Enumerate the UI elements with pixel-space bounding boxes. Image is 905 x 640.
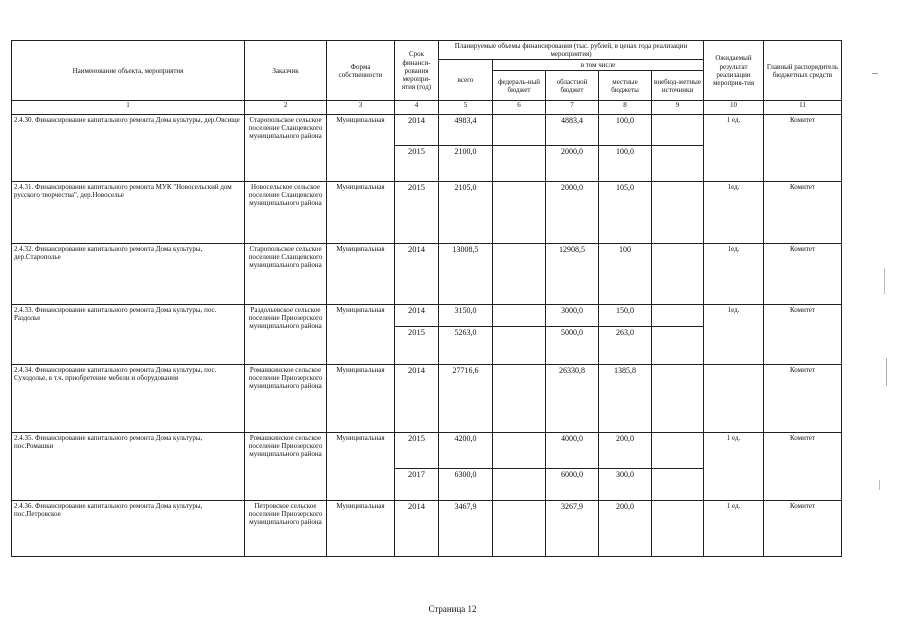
result-cell: 1 ед. <box>704 501 764 557</box>
object-name-cell: 2.4.36. Финансирование капитального ремонта Дома культуры, пос.Петровское <box>12 501 245 557</box>
table-row <box>12 305 842 327</box>
year-cell: 2015 <box>395 182 439 244</box>
table-header <box>12 41 842 115</box>
total-cell: 3467,9 <box>439 501 493 557</box>
extra-cell <box>652 115 704 146</box>
total-cell: 2100,0 <box>439 146 493 182</box>
local-cell: 105,0 <box>599 182 652 244</box>
federal-cell <box>493 433 546 469</box>
extra-cell <box>652 146 704 182</box>
federal-cell <box>493 305 546 327</box>
header-customer: Заказчик <box>245 41 327 101</box>
regional-cell: 2000,0 <box>546 146 599 182</box>
result-cell: 1 ед. <box>704 115 764 182</box>
object-name-cell: 2.4.35. Финансирование капитального ремонта Дома культуры, пос.Ромашки <box>12 433 245 501</box>
federal-cell <box>493 146 546 182</box>
header-local: местные бюджеты <box>599 71 652 101</box>
column-number: 2 <box>245 101 327 115</box>
column-number: 9 <box>652 101 704 115</box>
extra-cell <box>652 244 704 305</box>
total-cell: 27716,6 <box>439 365 493 433</box>
federal-cell <box>493 244 546 305</box>
customer-cell: Ромашкинское сельское поселение Приозерского муниципального района <box>245 433 327 501</box>
total-cell: 2105,0 <box>439 182 493 244</box>
federal-cell <box>493 501 546 557</box>
result-cell: 1ед. <box>704 182 764 244</box>
object-name-cell: 2.4.30. Финансирование капитального ремонта Дома культуры, дер.Овсище <box>12 115 245 182</box>
regional-cell: 3000,0 <box>546 305 599 327</box>
year-cell: 2014 <box>395 244 439 305</box>
table-row <box>12 244 842 305</box>
manager-cell: Комитет <box>764 182 842 244</box>
table-row <box>12 501 842 557</box>
ownership-cell: Муниципальная <box>327 365 395 433</box>
customer-cell: Раздольевское сельское поселение Приозерского муниципального района <box>245 305 327 365</box>
year-cell: 2014 <box>395 115 439 146</box>
column-number: 8 <box>599 101 652 115</box>
year-cell: 2014 <box>395 305 439 327</box>
total-cell: 4983,4 <box>439 115 493 146</box>
extra-cell <box>652 433 704 469</box>
local-cell: 263,0 <box>599 327 652 365</box>
header-federal: федераль-ный бюджет <box>493 71 546 101</box>
column-number: 10 <box>704 101 764 115</box>
manager-cell: Комитет <box>764 115 842 182</box>
regional-cell: 4883,4 <box>546 115 599 146</box>
object-name-cell: 2.4.34. Финансирование капитального ремонта Дома культуры, пос. Суходолье, в т.ч. приобретение мебели и оборудования <box>12 365 245 433</box>
page-number: Страница 12 <box>428 604 477 614</box>
extra-cell <box>652 469 704 501</box>
ownership-cell: Муниципальная <box>327 115 395 182</box>
header-planned: Планируемые объемы финансирования (тыс. рублей, в ценах года реализации мероприятия) <box>439 41 704 60</box>
regional-cell: 12908,5 <box>546 244 599 305</box>
header-including: в том числе <box>493 60 704 71</box>
total-cell: 13008,5 <box>439 244 493 305</box>
regional-cell: 3267,9 <box>546 501 599 557</box>
total-cell: 6300,0 <box>439 469 493 501</box>
federal-cell <box>493 365 546 433</box>
header-term: Срок финанси-рования меропри-ятия (год) <box>395 41 439 101</box>
result-cell: 1ед. <box>704 244 764 305</box>
header-regional: областной бюджет <box>546 71 599 101</box>
header-extra: внебюд-жетные источники <box>652 71 704 101</box>
local-cell: 200,0 <box>599 501 652 557</box>
header-manager: Главный распорядитель бюджетных средств <box>764 41 842 101</box>
federal-cell <box>493 115 546 146</box>
year-cell: 2014 <box>395 501 439 557</box>
total-cell: 3150,0 <box>439 305 493 327</box>
local-cell: 1385,8 <box>599 365 652 433</box>
manager-cell: Комитет <box>764 244 842 305</box>
ownership-cell: Муниципальная <box>327 433 395 501</box>
customer-cell: Ромашкинское сельское поселение Приозерского муниципального района <box>245 365 327 433</box>
scan-speck <box>872 73 878 74</box>
document-sheet <box>11 40 841 557</box>
ownership-cell: Муниципальная <box>327 244 395 305</box>
table-row <box>12 433 842 469</box>
table-body <box>12 115 842 557</box>
financing-table <box>11 40 842 557</box>
result-cell: 1ед. <box>704 305 764 365</box>
column-number: 3 <box>327 101 395 115</box>
column-number: 6 <box>493 101 546 115</box>
regional-cell: 5000,0 <box>546 327 599 365</box>
extra-cell <box>652 305 704 327</box>
year-cell: 2015 <box>395 433 439 469</box>
object-name-cell: 2.4.33. Финансирование капитального ремонта Дома культуры, пос. Раздолье <box>12 305 245 365</box>
total-cell: 5263,0 <box>439 327 493 365</box>
year-cell: 2015 <box>395 146 439 182</box>
scan-speck <box>884 268 885 294</box>
scan-speck <box>886 358 887 386</box>
local-cell: 150,0 <box>599 305 652 327</box>
local-cell: 200,0 <box>599 433 652 469</box>
year-cell: 2014 <box>395 365 439 433</box>
manager-cell: Комитет <box>764 433 842 501</box>
ownership-cell: Муниципальная <box>327 501 395 557</box>
local-cell: 300,0 <box>599 469 652 501</box>
federal-cell <box>493 327 546 365</box>
local-cell: 100,0 <box>599 115 652 146</box>
extra-cell <box>652 327 704 365</box>
regional-cell: 4000,0 <box>546 433 599 469</box>
ownership-cell: Муниципальная <box>327 182 395 244</box>
extra-cell <box>652 501 704 557</box>
header-ownership: Форма собственности <box>327 41 395 101</box>
column-number: 11 <box>764 101 842 115</box>
federal-cell <box>493 182 546 244</box>
header-name: Наименование объекта, мероприятия <box>12 41 245 101</box>
ownership-cell: Муниципальная <box>327 305 395 365</box>
regional-cell: 6000,0 <box>546 469 599 501</box>
column-number: 4 <box>395 101 439 115</box>
year-cell: 2017 <box>395 469 439 501</box>
scan-speck <box>879 480 880 490</box>
local-cell: 100,0 <box>599 146 652 182</box>
customer-cell: Новосельское сельское поселение Сланцевского муниципального района <box>245 182 327 244</box>
object-name-cell: 2.4.31. Финансирование капитального ремонта МУК "Новосельский дом русского творчества", дер.Новоселье <box>12 182 245 244</box>
column-number-row <box>12 101 842 115</box>
customer-cell: Петровское сельское поселение Приозерского муниципального района <box>245 501 327 557</box>
local-cell: 100 <box>599 244 652 305</box>
header-total: всего <box>439 60 493 101</box>
result-cell: 1 ед. <box>704 433 764 501</box>
header-result: Ожидаемый результат реализации мероприя-тия <box>704 41 764 101</box>
total-cell: 4200,0 <box>439 433 493 469</box>
extra-cell <box>652 365 704 433</box>
table-row <box>12 365 842 433</box>
regional-cell: 2000,0 <box>546 182 599 244</box>
customer-cell: Старопольское сельское поселение Сланцевского муниципального района <box>245 115 327 182</box>
column-number: 7 <box>546 101 599 115</box>
manager-cell: Комитет <box>764 305 842 365</box>
extra-cell <box>652 182 704 244</box>
column-number: 1 <box>12 101 245 115</box>
column-number: 5 <box>439 101 493 115</box>
result-cell <box>704 365 764 433</box>
manager-cell: Комитет <box>764 501 842 557</box>
table-row <box>12 115 842 146</box>
object-name-cell: 2.4.32. Финансирование капитального ремонта Дома культуры, дер.Старополье <box>12 244 245 305</box>
federal-cell <box>493 469 546 501</box>
table-row <box>12 182 842 244</box>
manager-cell: Комитет <box>764 365 842 433</box>
regional-cell: 26330,8 <box>546 365 599 433</box>
customer-cell: Старопольское сельское поселение Сланцевского муниципального района <box>245 244 327 305</box>
year-cell: 2015 <box>395 327 439 365</box>
